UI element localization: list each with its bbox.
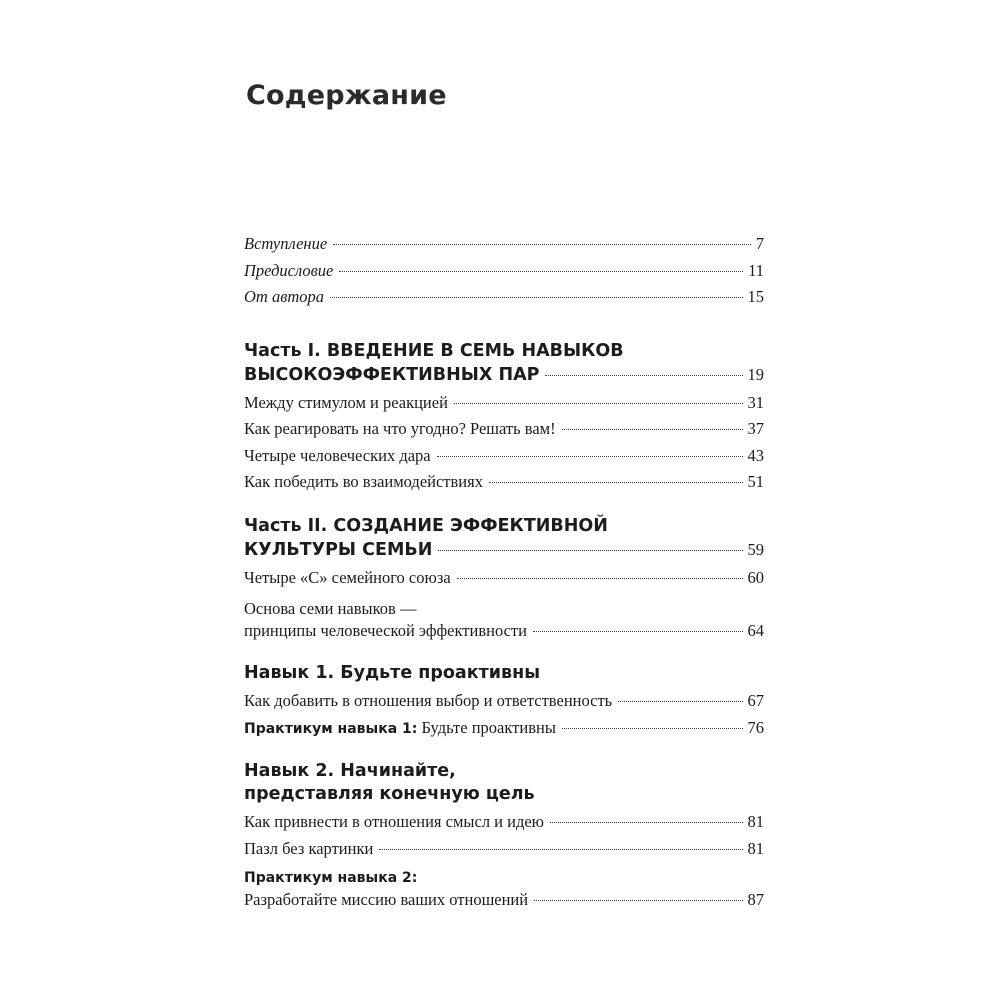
- dot-leader: [379, 849, 742, 850]
- toc-entry-page: 31: [747, 392, 764, 412]
- toc-entry-label: Как реагировать на что угодно? Решать вам!: [244, 419, 556, 438]
- toc-entry-page: 43: [747, 445, 764, 465]
- dot-leader: [533, 631, 743, 632]
- dot-leader: [437, 456, 743, 457]
- toc-entry-page: 87: [747, 890, 764, 909]
- toc-entry: [244, 718, 764, 745]
- toc-entry: [244, 691, 764, 718]
- part-heading: [244, 340, 764, 387]
- practicum-label: Практикум навыка 1:: [244, 720, 418, 737]
- toc-entry: [244, 839, 764, 866]
- habit-heading-line: представляя конечную цель: [244, 784, 535, 804]
- dot-leader: [562, 429, 743, 430]
- toc-entry-page: 64: [747, 621, 764, 640]
- table-of-contents: [244, 234, 764, 911]
- toc-entry-page: 51: [747, 472, 764, 491]
- dot-leader: [489, 482, 743, 483]
- toc-entry: [244, 234, 764, 261]
- habit-heading: Навык 1. Будьте проактивны: [244, 663, 541, 683]
- toc-entry-page: 7: [755, 234, 764, 253]
- toc-entry: [244, 867, 764, 911]
- toc-entry-page: 81: [747, 838, 764, 858]
- toc-entry-page: 76: [747, 717, 764, 737]
- bleed-through-text: [420, 80, 780, 184]
- toc-entry-label: Между стимулом и реакцией: [244, 392, 448, 412]
- toc-entry: [244, 261, 764, 288]
- toc-entry-label: Четыре человеческих дара: [244, 445, 431, 465]
- toc-entry: [244, 598, 764, 642]
- dot-leader: [534, 900, 742, 901]
- part-heading-line: ВЫСОКОЭФФЕКТИВНЫХ ПАР: [244, 364, 540, 385]
- toc-entry-label: Будьте проактивны: [421, 717, 556, 737]
- dot-leader: [333, 244, 751, 245]
- toc-entry-page: 19: [747, 364, 764, 384]
- toc-entry-label: Основа семи навыков —: [244, 599, 417, 618]
- dot-leader: [438, 550, 742, 551]
- toc-entry-page: 60: [747, 567, 764, 587]
- part-heading-line: КУЛЬТУРЫ СЕМЬИ: [244, 539, 433, 560]
- dot-leader: [339, 271, 743, 272]
- toc-entry-label: Предисловие: [244, 260, 334, 280]
- dot-leader: [562, 728, 743, 729]
- habit-heading: [244, 760, 764, 806]
- toc-entry-label: принципы человеческой эффективности: [244, 621, 527, 640]
- toc-entry-label: Как победить во взаимодействиях: [244, 472, 483, 491]
- dot-leader: [618, 701, 742, 702]
- part-heading-line: Часть II. СОЗДАНИЕ ЭФФЕКТИВНОЙ: [244, 515, 608, 536]
- practicum-label: Практикум навыка 2:: [244, 870, 418, 886]
- toc-entry-label: От автора: [244, 287, 325, 306]
- toc-entry-page: 59: [747, 539, 764, 559]
- toc-entry-label: Вступление: [244, 234, 328, 253]
- toc-entry: [244, 393, 764, 420]
- habit-heading-line: Навык 2. Начинайте,: [244, 761, 456, 781]
- dot-leader: [545, 375, 742, 376]
- dot-leader: [457, 578, 743, 579]
- page-title: Содержание: [246, 80, 447, 111]
- dot-leader: [550, 822, 742, 823]
- toc-entry-page: 11: [748, 260, 764, 280]
- toc-entry: [244, 419, 764, 446]
- dot-leader: [330, 297, 742, 298]
- toc-entry-label: Разработайте миссию ваших отношений: [244, 890, 529, 909]
- toc-entry-label: Как добавить в отношения выбор и ответственность: [244, 691, 613, 710]
- toc-entry-page: 67: [747, 691, 764, 710]
- toc-entry-label: Как привнести в отношения смысл и идею: [244, 812, 545, 831]
- dot-leader: [454, 403, 743, 404]
- toc-entry-page: 15: [747, 287, 764, 306]
- toc-entry: [244, 812, 764, 839]
- toc-entry: [244, 472, 764, 499]
- toc-entry-label: Пазл без картинки: [244, 838, 374, 858]
- toc-entry-page: 37: [747, 419, 764, 438]
- part-heading-line: Часть I. ВВЕДЕНИЕ В СЕМЬ НАВЫКОВ: [244, 340, 624, 361]
- toc-entry-page: 81: [747, 812, 764, 831]
- toc-entry: [244, 287, 764, 314]
- toc-entry: [244, 446, 764, 473]
- toc-entry: [244, 568, 764, 595]
- toc-entry-label: Четыре «С» семейного союза: [244, 567, 451, 587]
- part-heading: [244, 515, 764, 562]
